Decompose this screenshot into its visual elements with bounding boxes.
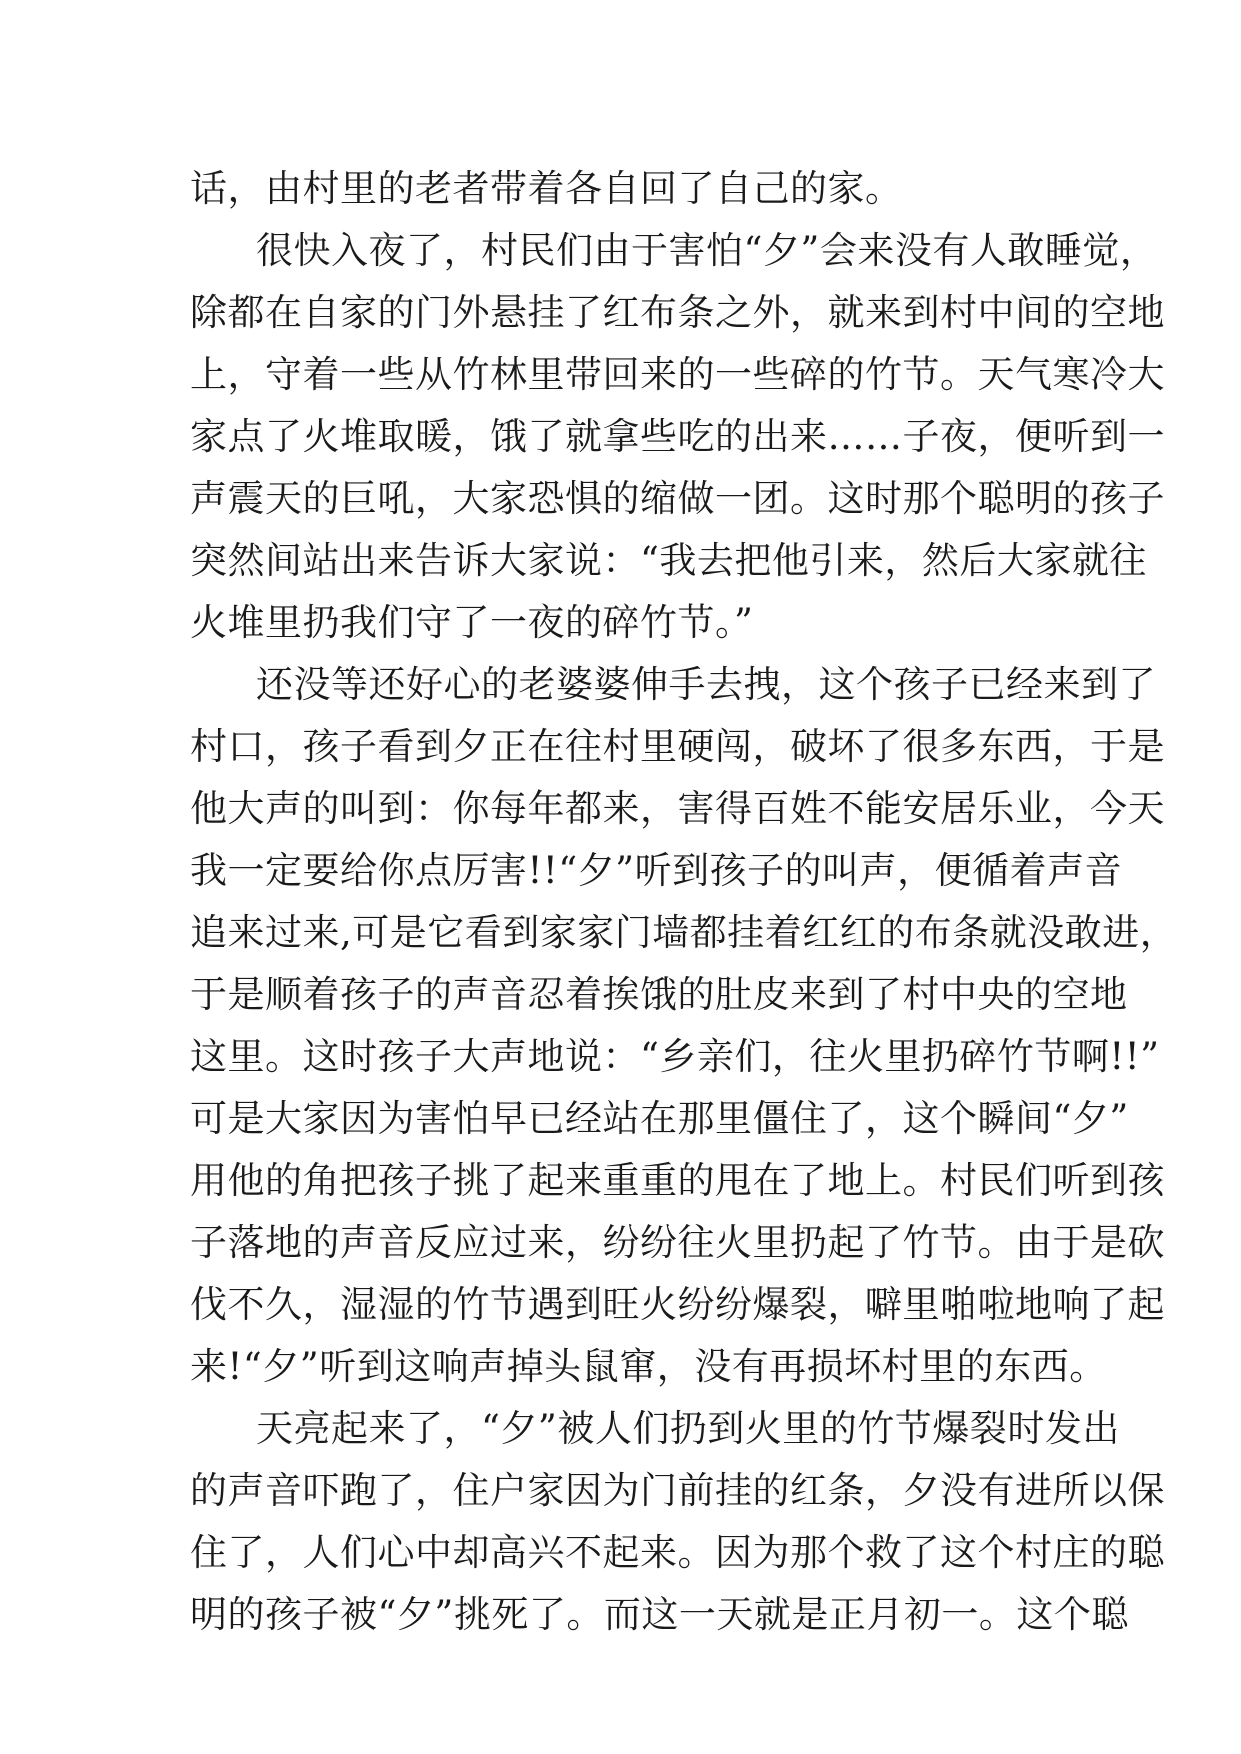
paragraph-start-line: 还没等还好心的老婆婆伸手去拽，这个孩子已经来到了 — [256, 663, 1156, 706]
text-line: 住了，人们心中却高兴不起来。因为那个救了这个村庄的聪 — [190, 1531, 1165, 1574]
text-line: 上，守着一些从竹林里带回来的一些碎的竹节。天气寒冷大 — [190, 353, 1165, 396]
paragraph-start-line: 天亮起来了，“夕”被人们扔到火里的竹节爆裂时发出 — [256, 1407, 1120, 1450]
text-line: 追来过来,可是它看到家家门墙都挂着红红的布条就没敢进， — [190, 911, 1178, 954]
text-line: 明的孩子被“夕”挑死了。而这一天就是正月初一。这个聪 — [190, 1593, 1129, 1636]
text-line: 这里。这时孩子大声地说：“乡亲们，往火里扔碎竹节啊!!” — [190, 1035, 1160, 1078]
text-line: 用他的角把孩子挑了起来重重的甩在了地上。村民们听到孩 — [190, 1159, 1165, 1202]
text-line: 他大声的叫到：你每年都来，害得百姓不能安居乐业，今天 — [190, 787, 1165, 830]
paragraph-start-line: 很快入夜了，村民们由于害怕“夕”会来没有人敢睡觉， — [256, 229, 1158, 272]
text-line: 火堆里扔我们守了一夜的碎竹节。” — [190, 601, 754, 644]
text-line: 伐不久，湿湿的竹节遇到旺火纷纷爆裂，噼里啪啦地响了起 — [190, 1283, 1165, 1326]
text-line: 声震天的巨吼，大家恐惧的缩做一团。这时那个聪明的孩子 — [190, 477, 1165, 520]
text-line: 村口，孩子看到夕正在往村里硬闯，破坏了很多东西，于是 — [190, 725, 1165, 768]
text-line: 除都在自家的门外悬挂了红布条之外，就来到村中间的空地 — [190, 291, 1165, 334]
text-line: 家点了火堆取暖，饿了就拿些吃的出来……子夜，便听到一 — [190, 415, 1165, 458]
body-text — [190, 158, 1178, 1646]
text-line: 突然间站出来告诉大家说：“我去把他引来，然后大家就往 — [190, 539, 1147, 582]
text-line: 我一定要给你点厉害!!“夕”听到孩子的叫声，便循着声音 — [190, 849, 1123, 892]
text-line: 可是大家因为害怕早已经站在那里僵住了，这个瞬间“夕” — [190, 1097, 1129, 1140]
text-line: 的声音吓跑了，住户家因为门前挂的红条，夕没有进所以保 — [190, 1469, 1165, 1512]
text-line: 于是顺着孩子的声音忍着挨饿的肚皮来到了村中央的空地 — [190, 973, 1128, 1016]
text-line: 子落地的声音反应过来，纷纷往火里扔起了竹节。由于是砍 — [190, 1221, 1165, 1264]
text-line: 话，由村里的老者带着各自回了自己的家。 — [190, 167, 903, 210]
text-line: 来!“夕”听到这响声掉头鼠窜，没有再损坏村里的东西。 — [190, 1345, 1107, 1388]
